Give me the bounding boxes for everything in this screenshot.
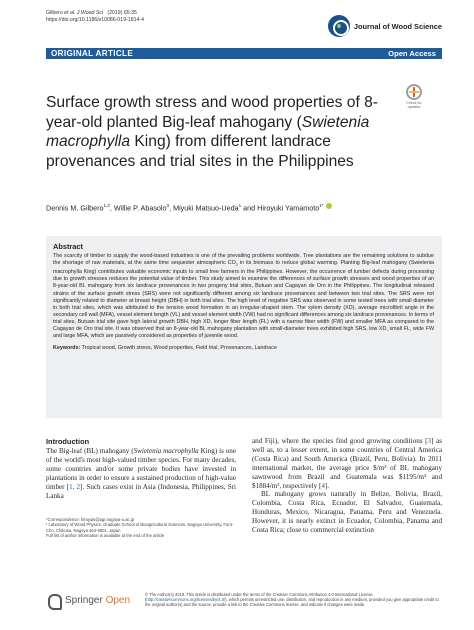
body-text-span: ]. — [324, 481, 329, 490]
body-paragraph — [252, 437, 442, 490]
footnotes — [46, 517, 236, 539]
keywords-list: Tropical wood, Growth stress, Wood properties, Field trial, Provenances, Landrace — [80, 345, 277, 352]
author-info-note: Full list of author information is available at the end of the article — [46, 533, 165, 539]
license-prefix: © The Author(s) 2019. This article is distributed under the terms of the Creative Commons Attribution 4.0 International License ( — [145, 592, 373, 602]
body-text-span: ]. Such cases exist in Asia (Indonesia, Philippines, Sri Lanka — [46, 482, 237, 500]
journal-name: Journal of Wood Science — [353, 21, 442, 31]
article-title — [46, 93, 402, 171]
body-paragraph — [46, 447, 236, 500]
correspondence-note: *Correspondence: hiroyuki@agr.nagoya-u.ac.jp — [46, 517, 135, 522]
author-affiliation: 3 — [166, 203, 170, 208]
license-link[interactable]: http://creativecommons.org/licenses/by/4.0/ — [146, 597, 226, 602]
citation-authors: Gilbero — [46, 10, 65, 16]
journal-emblem-icon — [328, 15, 350, 37]
abstract-subscript: 2 — [235, 263, 238, 268]
keywords — [53, 345, 434, 352]
abstract-box — [46, 236, 442, 418]
title-part-1: Surface growth stress and wood properties of 8-year-old planted Big-leaf mahogany ( — [46, 94, 378, 131]
journal-logo — [328, 15, 442, 37]
citation-link[interactable]: 4 — [321, 481, 325, 490]
body-text-span: The Big-leaf (BL) mahogany ( — [46, 447, 134, 455]
publisher-name-a: Springer — [65, 595, 103, 606]
crossmark-icon — [406, 84, 422, 100]
publisher-name-b: Open — [105, 595, 131, 606]
abstract-text-part-2: in its biomass to reduce global warming. Planting Big-leaf mahogany (Swietenia macrophylla King) contributes valuable economic inputs to small tree farmers in the Philippines. However, the occurrence of lumber defects during processing due to growth stresses reduces the potential value of timber. This study aimed to examine the differences of surface growth stresses and wood properties of an 8-year-old BL mahogany from six landrace provenances in two progeny trial sites, Butuan and Cagayan de Oro in the Philippines. The longitudinal released strains of the surface growth stress (SRS) were not significantly different among six landrace provenances and between two trial sites. The SRS were not significantly related to diameter at breast height (DBH) in both trial sites. The high level of negative SRS was observed in some tested trees with small diameter in both trial sites, which was attributed to the tension wood formation in an irregular-shaped stem. The xylem density (XD), average microfibril angle in the secondary cell wall (MFA), vessel element length (VL) and vessel element width (VW) had no significant differences among six landrace provenances. In terms of trial sites, Butuan trial site gave high lateral growth DBH, high XD, longer fiber length (FL) with a narrow fiber width (FW) and smaller MFA as compared to the Cagayan de Oro trial site. It was observed that an 8-year-old BL mahogany plantation with small-diameter trees exhibited high SRS, low XD, small FL, wide FW and large MFA, which are passively considered as properties of juvenile wood. — [53, 260, 434, 340]
body-text-span: and Fiji), where the species find good growing conditions [ — [252, 437, 428, 445]
orcid-icon[interactable] — [326, 203, 332, 209]
author-name[interactable]: , Miyuki Matsuo-Ueda — [169, 203, 239, 213]
crossmark-label: Check for updates — [406, 101, 422, 109]
body-text-span: ] as well as, to a lesser extent, in some countries of Central America (Costa Rica) and South America (Brazil, Peru, Bolivia). In 2011 international market, the average price $/m³ of BL mahogany sawnwood from Brazil and Guatemala was $1195/m³ and $1884/m³, respectively [ — [252, 437, 442, 490]
license-text — [145, 592, 442, 607]
author-affiliation: 1* — [319, 203, 324, 208]
body-text-span: King) is one of the world's most high-valued timber species. For many decades, some countries and/or some private bodies have invested in plantations in order to ensure a sustained production of high-value timber [ — [46, 447, 236, 491]
body-species-name: Swietenia macrophylla — [133, 447, 199, 455]
author-affiliation: 1 — [238, 203, 242, 208]
title-part-2: King) from different landrace provenances and trial sites in the Philippines — [46, 133, 354, 170]
author-list — [46, 203, 442, 212]
doi-link[interactable]: https://doi.org/10.1186/s10086-019-1814-4 — [46, 16, 144, 23]
author-name[interactable]: , Willie P. Abasolo — [109, 203, 167, 213]
body-paragraph: BL mahogany grows naturally in Belize, Bolivia, Brazil, Colombia, Costa Rica, Ecuador, El Salvador, Guatemala, Honduras, Mexico, Nicaragua, Panama, Peru and Venezuela. However, it is nearly extinct in Ecuador, Colombia, Panama and Costa Rica; close to commercial extinction — [252, 490, 442, 535]
section-heading-introduction: Introduction — [46, 437, 90, 446]
article-banner — [46, 48, 442, 59]
citation-link[interactable]: 1, 2 — [69, 482, 81, 491]
author-name[interactable]: and Hiroyuki Yamamoto — [241, 203, 320, 213]
keywords-label: Keywords: — [53, 345, 81, 352]
abstract-text — [53, 253, 434, 340]
abstract-heading: Abstract — [53, 242, 83, 251]
citation-link[interactable]: 3 — [427, 437, 432, 445]
author-name[interactable]: Dennis M. Gilbero — [46, 203, 104, 213]
publisher-name — [65, 595, 130, 606]
license-suffix: ), which permits unrestricted use, distribution, and reproduction in any medium, provided you give appropriate credit to the original author(s) and the source, provide a link to the Creative Commons license, and indicate if changes were made. — [145, 597, 439, 607]
springer-horse-icon — [46, 593, 61, 608]
citation-volume: (2019) 65:35 — [107, 10, 137, 16]
body-column-right — [252, 437, 442, 535]
citation-journal: et al. J Wood Sci — [64, 10, 104, 16]
author-affiliation: 1,2 — [103, 203, 110, 208]
page-header — [46, 9, 442, 41]
title-species: Swietenia macrophylla — [46, 113, 370, 151]
publisher-logo — [46, 593, 130, 608]
open-access-label: Open Access — [388, 49, 436, 58]
citation — [46, 10, 144, 23]
article-type: ORIGINAL ARTICLE — [51, 49, 134, 58]
abstract-text-part-1: The scarcity of timber to supply the wood-based industries is one of the prevailing problems worldwide. Tree plantations are the remaining solutions to subdue the shortage of raw materials, at the same time sequester atmospheric CO — [53, 253, 434, 267]
check-for-updates-button[interactable] — [404, 84, 424, 108]
body-column-left — [46, 437, 236, 500]
affiliation-note: ¹ Laboratory of Wood Physics, Graduate School of Bioagricultural Sciences, Nagoya University, Furo-Cho, Chikusa, Nagoya 464-8601, Japan — [46, 522, 234, 533]
